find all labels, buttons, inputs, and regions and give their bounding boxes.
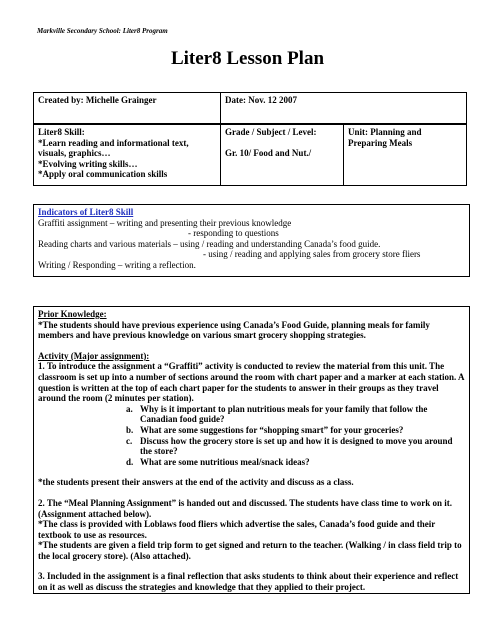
list-text: What are some suggestions for “shopping smart” for your groceries? — [140, 424, 404, 435]
indicator-line: - using / reading and applying sales from grocery store fliers — [203, 249, 421, 260]
list-item — [126, 457, 465, 468]
activity-item-2: 2. The “Meal Planning Assignment” is handed out and discussed. The students have class time to work on it. (Assignment attached below). — [38, 497, 452, 519]
skill-line: *Learn reading and informational text, visuals, graphics… — [38, 137, 189, 158]
lesson-body-section — [33, 306, 470, 594]
list-text: Why is it important to plan nutritious meals for your family that follow the Canadian food guide? — [140, 403, 428, 425]
indicator-line: - responding to questions — [188, 228, 279, 239]
present-note: *the students present their answers at the end of the activity and discuss as a class. — [38, 477, 354, 488]
skill-line: *Evolving writing skills… — [38, 158, 138, 169]
grade-value: Gr. 10/ Food and Nut./ — [225, 147, 312, 158]
list-marker: d. — [126, 456, 134, 467]
list-text: What are some nutritious meal/snack ideas? — [140, 456, 310, 467]
activity-item-1: 1. To introduce the assignment a “Graffiti” activity is conducted to review the material from this unit. The classroom is set up into a number of sections around the room with chart paper and a marker at each station. A question is written at the top of each chart paper for the students to answer in their groups as they travel around the room (2 minutes per station). — [38, 361, 465, 404]
list-text: Discuss how the grocery store is set up and how it is designed to move you around the store? — [140, 435, 453, 457]
list-marker: a. — [126, 403, 133, 414]
unit-cell: Unit: Planning and Preparing Meals — [344, 125, 467, 186]
activity-item-3: 3. Included in the assignment is a final reflection that asks students to think about their experience and reflect on it as well as discuss the strategies and knowledge that they applied to their project. — [38, 571, 459, 593]
created-by-cell: Created by: Michelle Grainger — [34, 93, 221, 124]
list-item — [126, 425, 465, 436]
activity-item-2-resources: *The class is provided with Loblaws food fliers which advertise the sales, Canada’s food guide and their textbook to use as resources. — [38, 519, 436, 540]
activity-item-2-field-trip: *The students are given a field trip form to get signed and return to the teacher. (Walking / in class field trip to the local grocery store). (Also attached). — [38, 540, 462, 561]
skill-line: *Apply oral communication skills — [38, 169, 168, 179]
school-header: Markville Secondary School: Liter8 Program — [37, 27, 168, 35]
date-cell: Date: Nov. 12 2007 — [221, 93, 467, 124]
grade-label: Grade / Subject / Level: — [225, 127, 317, 137]
author-date-table — [33, 92, 467, 124]
question-list — [38, 404, 465, 468]
list-marker: c. — [126, 435, 133, 446]
grade-cell — [221, 125, 344, 186]
prior-knowledge-text: *The students should have previous experience using Canada’s Food Guide, planning meals for family members and have previous knowledge on various smart grocery shopping strategies. — [38, 319, 430, 341]
skill-cell — [34, 125, 221, 186]
activity-heading: Activity (Major assignment): — [38, 350, 150, 361]
prior-knowledge-heading: Prior Knowledge: — [38, 309, 107, 319]
indicator-line: Writing / Responding – writing a reflection. — [38, 259, 196, 270]
skill-line: Liter8 Skill: — [38, 127, 85, 137]
skill-table — [33, 124, 467, 186]
indicators-section — [33, 204, 470, 277]
page-title: Liter8 Lesson Plan — [170, 48, 325, 69]
list-item — [126, 404, 465, 425]
list-marker: b. — [126, 424, 134, 435]
indicator-line: Graffiti assignment – writing and presenting their previous knowledge — [38, 217, 292, 228]
list-item — [126, 436, 465, 457]
indicators-heading[interactable]: Indicators of Liter8 Skill — [38, 207, 134, 217]
indicator-line: Reading charts and various materials – using / reading and understanding Canada’s food guide. — [38, 238, 381, 249]
